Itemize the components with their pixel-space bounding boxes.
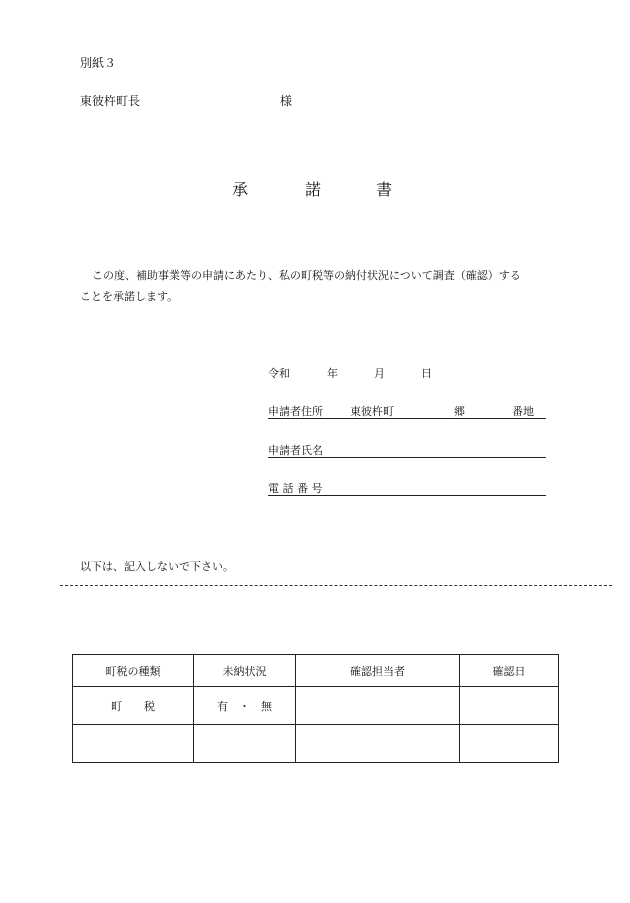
address-district: 郷 [454,405,465,418]
consent-text-line1: この度、補助事業等の申請にあたり、私の町税等の納付状況について調査（確認）する [92,269,521,282]
cell-tax-type: 町 税 [73,687,194,725]
name-underline [268,457,546,458]
cell-confirm-date[interactable] [460,687,559,725]
header-arrears-status: 未納状況 [194,655,296,687]
table-row [73,687,559,725]
name-label: 申請者氏名 [268,444,323,457]
date-day: 日 [421,367,432,380]
table-row [73,725,559,763]
title-char-3: 書 [376,180,393,199]
date-year: 年 [327,367,338,380]
date-era: 令和 [268,367,290,380]
header-confirm-date: 確認日 [460,655,559,687]
address-town: 東彼杵町 [350,405,394,418]
phone-label: 電 話 番 号 [268,482,323,495]
date-month: 月 [374,367,385,380]
address-underline [268,418,546,419]
cell-tax-type[interactable] [73,725,194,763]
cell-arrears-status[interactable] [194,725,296,763]
cell-officer[interactable] [296,725,460,763]
honorific: 様 [280,94,293,108]
consent-text-line2: ことを承諾します。 [80,290,179,303]
dashed-divider [60,585,612,586]
annex-label: 別紙３ [80,56,117,70]
addressee: 東彼杵町長 [80,94,141,108]
address-lot: 番地 [512,405,534,418]
title-char-2: 諾 [305,180,322,199]
table-header-row [73,655,559,687]
cell-confirm-date[interactable] [460,725,559,763]
office-use-note: 以下は、記入しないで下さい。 [80,560,234,573]
address-label: 申請者住所 [268,405,323,418]
cell-officer[interactable] [296,687,460,725]
header-tax-type: 町税の種類 [73,655,194,687]
phone-underline [268,495,546,496]
header-officer: 確認担当者 [296,655,460,687]
title-char-1: 承 [232,180,249,199]
cell-arrears-status: 有 ・ 無 [194,687,296,725]
confirmation-table [72,654,559,763]
